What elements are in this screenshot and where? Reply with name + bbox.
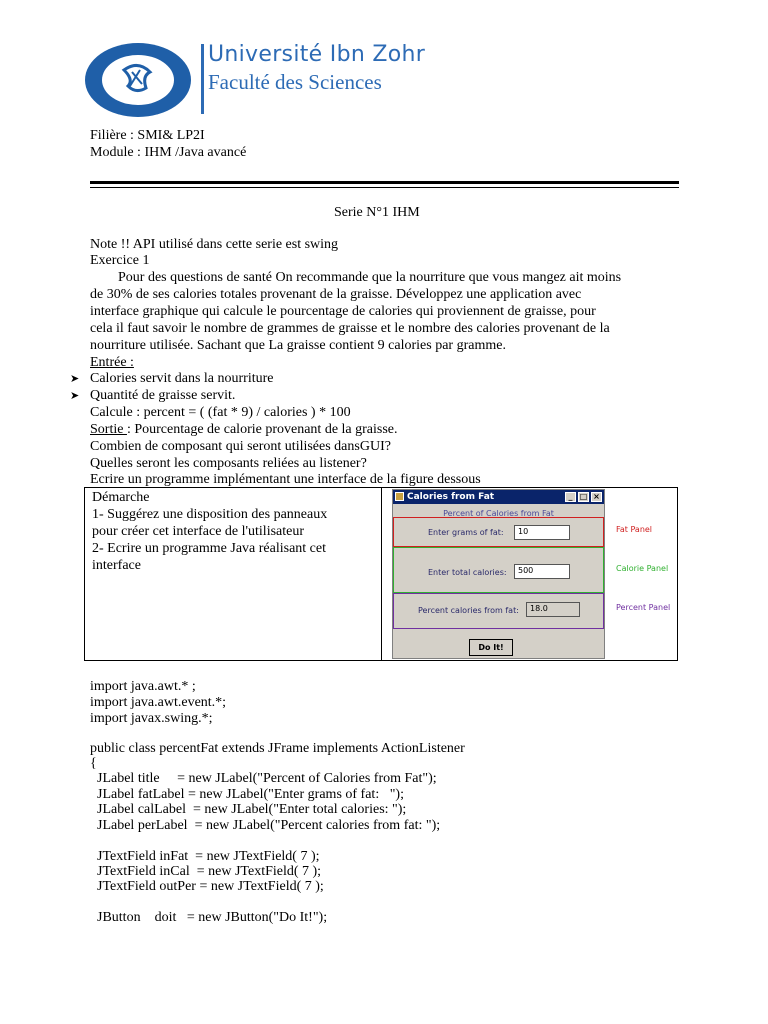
document-title: Serie N°1 IHM bbox=[334, 205, 420, 220]
do-it-button[interactable]: Do It! bbox=[469, 639, 513, 656]
faculty-name: Faculté des Sciences bbox=[208, 70, 382, 94]
demarche-title: Démarche bbox=[92, 490, 150, 505]
code-line: import javax.swing.*; bbox=[90, 711, 213, 726]
code-line: JTextField inFat = new JTextField( 7 ); bbox=[90, 849, 320, 864]
percent-panel-legend: Percent Panel bbox=[616, 603, 671, 612]
bullet-item: Quantité de graisse servit. bbox=[90, 388, 236, 403]
question: Ecrire un programme implémentant une interface de la figure dessous bbox=[90, 472, 481, 487]
code-line: import java.awt.* ; bbox=[90, 679, 196, 694]
code-line: JLabel perLabel = new JLabel("Percent calories from fat: "); bbox=[90, 818, 441, 833]
calorie-label: Enter total calories: bbox=[428, 568, 507, 577]
window-title: Calories from Fat bbox=[407, 492, 495, 502]
exercise-heading: Exercice 1 bbox=[90, 253, 150, 268]
percent-label: Percent calories from fat: bbox=[418, 606, 519, 615]
fat-input[interactable]: 10 bbox=[514, 525, 570, 540]
percent-output: 18.0 bbox=[526, 602, 580, 617]
percent-panel bbox=[393, 593, 604, 629]
calories-window bbox=[392, 489, 605, 659]
window-titlebar bbox=[393, 490, 604, 504]
paragraph-line: nourriture utilisée. Sachant que La graisse contient 9 calories par gramme. bbox=[90, 338, 506, 353]
demarche-line: 1- Suggérez une disposition des panneaux bbox=[92, 507, 328, 522]
paragraph-line: de 30% de ses calories totales provenant de la graisse. Développez une application avec bbox=[90, 287, 582, 302]
code-line: JButton doit = new JButton("Do It!"); bbox=[90, 910, 328, 925]
java-cup-icon bbox=[395, 492, 404, 501]
demarche-line: pour créer cet interface de l'utilisateur bbox=[92, 524, 305, 539]
code-line: import java.awt.event.*; bbox=[90, 695, 227, 710]
sortie-text: : Pourcentage de calorie provenant de la graisse. bbox=[126, 422, 398, 437]
question: Quelles seront les composants reliées au listener? bbox=[90, 456, 367, 471]
code-line: JLabel title = new JLabel("Percent of Calories from Fat"); bbox=[90, 771, 437, 786]
module: Module : IHM /Java avancé bbox=[90, 145, 247, 160]
note: Note !! API utilisé dans cette serie est swing bbox=[90, 237, 339, 252]
calorie-panel bbox=[393, 547, 604, 593]
arrow-bullet-icon: ➤ bbox=[70, 373, 80, 385]
code-line: public class percentFat extends JFrame implements ActionListener bbox=[90, 741, 465, 756]
code-line: JLabel calLabel = new JLabel("Enter total calories: "); bbox=[90, 802, 407, 817]
fat-panel-legend: Fat Panel bbox=[616, 525, 653, 534]
minimize-icon[interactable]: _ bbox=[565, 492, 576, 502]
code-line: JTextField inCal = new JTextField( 7 ); bbox=[90, 864, 322, 879]
calcule: Calcule : percent = ( (fat * 9) / calories ) * 100 bbox=[90, 405, 351, 420]
demarche-line: 2- Ecrire un programme Java réalisant cet bbox=[92, 541, 327, 556]
close-icon[interactable]: × bbox=[591, 492, 602, 502]
sortie bbox=[90, 421, 398, 438]
demarche-line: interface bbox=[92, 558, 141, 573]
calorie-input[interactable]: 500 bbox=[514, 564, 570, 579]
paragraph-line: cela il faut savoir le nombre de grammes de graisse et le nombre des calories provenant de la bbox=[90, 321, 610, 336]
bullet-item: Calories servit dans la nourriture bbox=[90, 371, 274, 386]
calorie-panel-legend: Calorie Panel bbox=[616, 564, 669, 573]
question: Combien de composant qui seront utilisées dansGUI? bbox=[90, 439, 391, 454]
university-logo bbox=[84, 42, 192, 118]
divider-thin bbox=[90, 187, 679, 188]
maximize-icon[interactable]: □ bbox=[579, 492, 588, 501]
fat-label: Enter grams of fat: bbox=[428, 528, 504, 537]
code-line: JTextField outPer = new JTextField( 7 ); bbox=[90, 879, 324, 894]
fat-panel bbox=[393, 517, 604, 547]
paragraph-line: Pour des questions de santé On recommande que la nourriture que vous mangez ait moins bbox=[118, 270, 622, 285]
filiere: Filière : SMI& LP2I bbox=[90, 128, 205, 143]
entree-label: Entrée : bbox=[90, 355, 134, 370]
code-line: JLabel fatLabel = new JLabel("Enter grams of fat: "); bbox=[90, 787, 404, 802]
paragraph-line: interface graphique qui calcule le pourcentage de calories qui proviennent de graisse, pour bbox=[90, 304, 596, 319]
table-column-divider bbox=[381, 487, 382, 661]
sortie-label: Sortie bbox=[90, 422, 127, 437]
window-heading: Percent of Calories from Fat bbox=[443, 509, 554, 518]
header-divider bbox=[201, 44, 204, 114]
arrow-bullet-icon: ➤ bbox=[70, 390, 80, 402]
divider-thick bbox=[90, 181, 679, 184]
code-line: { bbox=[90, 756, 97, 771]
university-name: Université Ibn Zohr bbox=[208, 42, 426, 67]
